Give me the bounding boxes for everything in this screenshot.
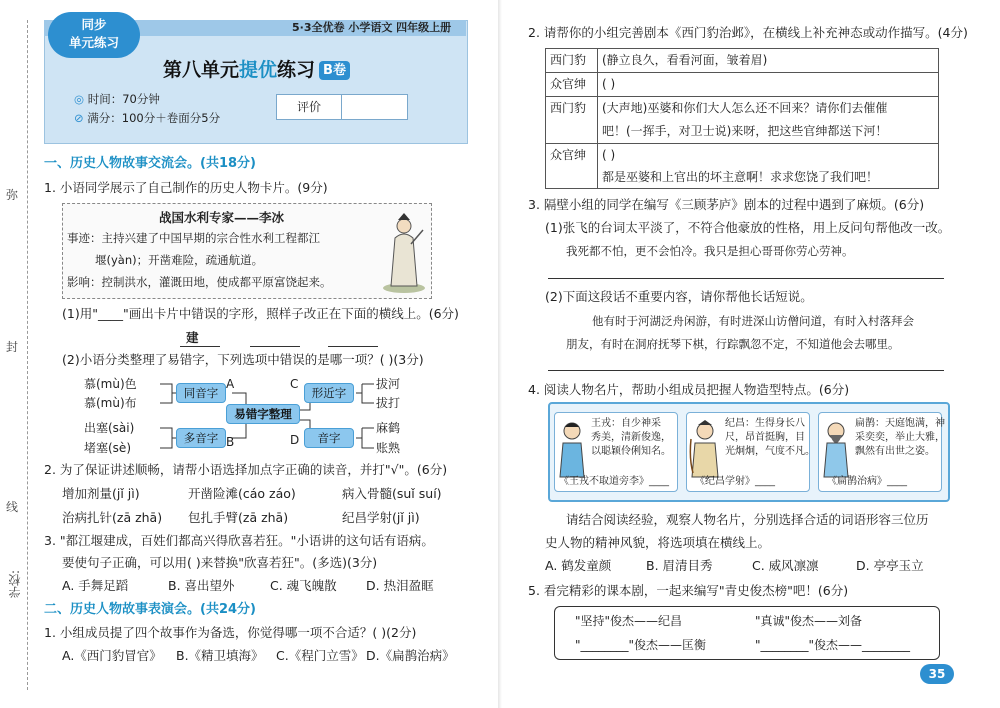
diagram-word-7: 麻鹤 xyxy=(376,421,401,435)
script-line-4b: 都是巫婆和上官出的坏主意啊！求求您饶了我们吧！ xyxy=(602,170,879,184)
bian-que-text-2: 采奕奕，举止大雅， xyxy=(855,432,945,443)
pinyin-choice-6[interactable]: 纪昌学射(jǐ jì) xyxy=(342,510,420,525)
right-q4-option-d[interactable]: D. 亭亭玉立 xyxy=(856,558,924,573)
check-icon: ⊘ xyxy=(74,111,88,125)
wang-rong-text-3: 以聪颖伶俐知名。 xyxy=(591,446,671,457)
scroll-entry-1: "坚持"俊杰——纪昌 xyxy=(575,614,683,628)
example-character: 建 xyxy=(186,330,199,345)
cut-line xyxy=(27,20,28,690)
badge-line-2: 单元练习 xyxy=(68,35,119,50)
wang-rong-portrait-icon xyxy=(557,419,587,479)
page-title xyxy=(163,55,350,82)
question-4: 1. 小组成员提了四个故事作为备选，你觉得哪一项不合适？( )(2分) xyxy=(44,625,417,640)
q3-option-d[interactable]: D. 热泪盈眶 xyxy=(366,578,434,593)
tag-homophone: 同音字 xyxy=(176,383,226,403)
sync-unit-badge xyxy=(48,12,140,58)
wang-rong-caption[interactable]: 《王戎不取道旁李》____ xyxy=(559,476,669,487)
paragraph-line-2: 朋友，有时在洞府抚琴下棋，行踪飘忽不定，不知道他会去哪里。 xyxy=(566,337,900,351)
script-row-1 xyxy=(546,49,938,73)
rating-label: 评价 xyxy=(277,95,342,119)
script-blank-2[interactable]: ( ) xyxy=(602,148,616,162)
ji-chang-text-2: 尺，昂首挺胸，目 xyxy=(725,432,805,443)
question-3-line-2: 要使句子正确，可以用( )来替换"欣喜若狂"。(多选)(3分) xyxy=(62,555,378,570)
time-text: 时间：70分钟 xyxy=(87,92,160,106)
right-q4-para-1: 请结合阅读经验，观察人物名片，分别选择合适的词语形容三位历 xyxy=(566,512,929,527)
answer-line-2[interactable] xyxy=(328,346,378,347)
script-row-3 xyxy=(546,97,938,144)
diagram-word-1: 慕(mù)色 xyxy=(84,377,137,391)
question-3-line-1: 3. "都江堰建成，百姓们都高兴得欣喜若狂。"小语讲的这句话有语病。 xyxy=(44,533,434,548)
diagram-word-5: 拔河 xyxy=(376,377,401,391)
history-figure-card xyxy=(62,203,432,299)
time-limit xyxy=(74,92,160,108)
pinyin-choice-4[interactable]: 治病扎针(zā zhā) xyxy=(62,510,163,525)
title-part-1: 第八单元 xyxy=(163,59,240,81)
bian-que-caption[interactable]: 《扁鹊治病》____ xyxy=(827,476,907,487)
right-q4-para-2: 史人物的精神风貌，将选项填在横线上。 xyxy=(545,535,771,550)
right-question-3: 3. 隔壁小组的同学在编写《三顾茅庐》剧本的过程中遇到了麻烦。(6分) xyxy=(528,197,925,212)
right-question-3-2: (2)下面这段话不重要内容，请你帮他长话短说。 xyxy=(545,289,813,304)
answer-line-3-2[interactable] xyxy=(548,370,944,371)
figure-card-bian-que xyxy=(818,412,945,492)
q4-option-d[interactable]: D.《扁鹊治病》 xyxy=(366,648,455,663)
script-blank-1[interactable]: ( ) xyxy=(602,77,616,91)
section-1-heading: 一、历史人物故事交流会。(共18分) xyxy=(44,156,256,171)
margin-label-seal-2: 封 xyxy=(6,340,19,354)
question-1-1: (1)用"____"画出卡片中错误的字形，照样子改正在下面的横线上。(6分) xyxy=(62,306,459,321)
wang-rong-text-1: 王戎：自少神采 xyxy=(591,418,661,429)
tag-polyphone: 多音字 xyxy=(176,428,226,448)
script-speaker-2: 众官绅 xyxy=(546,73,598,96)
title-part-2: 提优 xyxy=(239,59,278,81)
right-question-5: 5. 看完精彩的课本剧，一起来编写"青史俊杰榜"吧！(6分) xyxy=(528,583,849,598)
margin-label-school: 学校: xyxy=(8,570,22,599)
option-letter-a: A xyxy=(226,377,235,391)
diagram-word-6: 拔打 xyxy=(376,396,401,410)
q4-option-a[interactable]: A.《西门豹冒官》 xyxy=(62,648,162,663)
q3-option-a[interactable]: A. 手舞足蹈 xyxy=(62,578,129,593)
script-line-3: (大声地)巫婆和你们大人怎么还不回来？请你们去催催 xyxy=(602,101,888,115)
script-speaker-1: 西门豹 xyxy=(546,49,598,72)
wang-rong-text-2: 秀美，清新俊逸， xyxy=(591,432,671,443)
page-number: 35 xyxy=(920,664,954,684)
scroll-entry-2: "真诚"俊杰——刘备 xyxy=(755,614,863,628)
script-row-4 xyxy=(546,144,938,188)
section-2-heading: 二、历史人物故事表演会。(共24分) xyxy=(44,602,256,617)
scroll-entry-4[interactable]: "________"俊杰——________ xyxy=(755,638,911,652)
rating-box[interactable] xyxy=(276,94,408,120)
q4-option-b[interactable]: B.《精卫填海》 xyxy=(176,648,264,663)
q3-option-c[interactable]: C. 魂飞魄散 xyxy=(270,578,337,593)
paragraph-line-1: 他有时于河湖泛舟闲游，有时进深山访僧问道，有时入村落拜会 xyxy=(592,314,914,328)
series-label: 5·3全优卷 小学语文 四年级上册 xyxy=(292,21,452,34)
card-line-1: 事迹：主持兴建了中国早期的宗合性水利工程都江 xyxy=(67,231,320,245)
card-line-3: 影响：控制洪水，灌溉田地，使成都平原富饶起来。 xyxy=(67,275,332,289)
answer-line-1[interactable] xyxy=(250,346,300,347)
diagram-word-4: 堵塞(sè) xyxy=(84,441,131,455)
bian-que-text-1: 扁鹊：天庭饱满，神 xyxy=(855,418,945,429)
card-line-2: 堰(yàn)；开凿难险，疏通航道。 xyxy=(95,253,264,267)
right-question-2: 2. 请帮你的小组完善剧本《西门豹治邺》，在横线上补充神态或动作描写。(4分) xyxy=(528,25,968,40)
figure-cards-panel xyxy=(548,402,950,502)
full-score xyxy=(74,111,220,127)
figure-card-ji-chang xyxy=(686,412,815,492)
binding-margin xyxy=(0,0,28,708)
option-letter-d: D xyxy=(290,433,300,447)
ji-chang-portrait-icon xyxy=(689,419,721,479)
scroll-entry-3[interactable]: "________"俊杰——匡衡 xyxy=(575,638,707,652)
margin-label-seal-1: 弥 xyxy=(6,188,19,202)
tag-mistake-summary: 易错字整理 xyxy=(226,404,300,424)
answer-line-example xyxy=(180,346,220,347)
figure-card-wang-rong xyxy=(554,412,678,492)
q4-option-c[interactable]: C.《程门立雪》 xyxy=(276,648,364,663)
q3-option-b[interactable]: B. 喜出望外 xyxy=(168,578,235,593)
right-q4-option-c[interactable]: C. 威风凛凛 xyxy=(752,558,819,573)
page-fold xyxy=(498,0,502,708)
b-paper-badge: B卷 xyxy=(319,61,350,80)
diagram-word-8: 账熟 xyxy=(376,441,401,455)
bian-que-portrait-icon xyxy=(821,419,851,479)
right-q4-option-b[interactable]: B. 眉清目秀 xyxy=(646,558,713,573)
ji-chang-caption[interactable]: 《纪昌学射》____ xyxy=(695,476,775,487)
tag-similar-shape: 形近字 xyxy=(304,383,354,403)
score-text: 满分：100分＋卷面分5分 xyxy=(87,111,221,125)
card-title: 战国水利专家——李冰 xyxy=(159,210,285,225)
clock-icon: ◎ xyxy=(74,92,88,106)
script-speaker-3: 西门豹 xyxy=(546,97,598,143)
right-q4-option-a[interactable]: A. 鹤发童颜 xyxy=(545,558,612,573)
script-line-1: (静立良久，看看河面，皱着眉) xyxy=(602,53,768,67)
li-bing-portrait-icon xyxy=(381,208,427,294)
tag-sound-char: 音字 xyxy=(304,428,354,448)
ji-chang-text-3: 光炯炯，气度不凡。 xyxy=(725,446,815,457)
zhang-fei-quote: 我死都不怕，更不会怕冷。我只是担心哥哥你劳心劳神。 xyxy=(566,244,854,258)
hall-of-fame-scroll xyxy=(554,606,940,660)
bian-que-text-3: 飘然有出世之姿。 xyxy=(855,446,935,457)
script-line-3b: 吧！(一挥手，对卫士说)来呀，把这些官绅都送下河！ xyxy=(602,124,888,138)
margin-label-line: 线 xyxy=(6,500,19,514)
right-question-3-1: (1)张飞的台词太平淡了，不符合他豪放的性格，用上反问句帮他改一改。 xyxy=(545,220,951,235)
pinyin-choice-5[interactable]: 包扎手臂(zā zhā) xyxy=(188,510,289,525)
answer-line-3-1[interactable] xyxy=(548,278,944,279)
script-speaker-4: 众官绅 xyxy=(546,144,598,188)
script-row-2 xyxy=(546,73,938,97)
question-1-2: (2)小语分类整理了易错字，下列选项中错误的是哪一项？( )(3分) xyxy=(62,352,424,367)
diagram-word-3: 出塞(sài) xyxy=(84,421,135,435)
pinyin-choice-2[interactable]: 开凿险滩(cáo záo) xyxy=(188,486,296,501)
ji-chang-text-1: 纪昌：生得身长八 xyxy=(725,418,805,429)
right-question-4: 4. 阅读人物名片，帮助小组成员把握人物造型特点。(6分) xyxy=(528,382,850,397)
question-2: 2. 为了保证讲述顺畅，请帮小语选择加点字正确的读音，并打"√"。(6分) xyxy=(44,462,448,477)
diagram-word-2: 慕(mù)布 xyxy=(84,396,137,410)
pinyin-choice-1[interactable]: 增加剂量(jǐ jì) xyxy=(62,486,140,501)
script-table xyxy=(545,48,939,189)
title-part-3: 练习 xyxy=(277,59,316,81)
question-1: 1. 小语同学展示了自己制作的历史人物卡片。(9分) xyxy=(44,180,328,195)
option-letter-b: B xyxy=(226,435,235,449)
badge-line-1: 同步 xyxy=(81,17,107,32)
pinyin-choice-3[interactable]: 病入骨髓(suǐ suí) xyxy=(342,486,442,501)
option-letter-c: C xyxy=(290,377,299,391)
